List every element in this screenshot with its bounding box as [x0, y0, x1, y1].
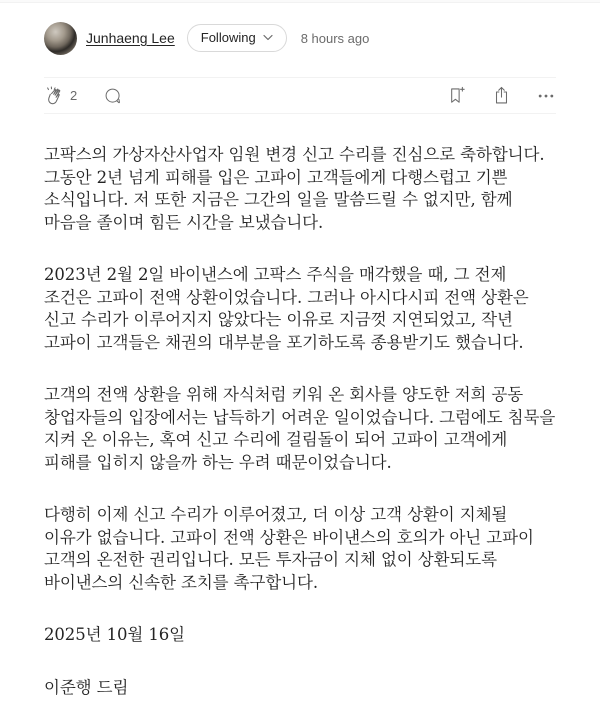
bookmark-add-icon	[446, 85, 467, 106]
chevron-down-icon	[263, 34, 273, 41]
paragraph-3: 고객의 전액 상환을 위해 자식처럼 키워 온 회사를 양도한 저희 공동 창업자들의 입장에서는 납득하기 어려운 일이었습니다. 그럼에도 침묵을 지켜 온 이유는, 혹여 신고 수리에 걸림돌이 되어 고파이 고객에게 피해를 입히지 않을까 하는 우려 때문이었습니다.	[44, 385, 556, 472]
article-body	[0, 114, 600, 699]
avatar[interactable]	[44, 22, 77, 55]
toolbar-right	[446, 85, 556, 106]
comment-button[interactable]	[103, 86, 123, 106]
more-button[interactable]	[536, 86, 556, 106]
paragraph-1: 고팍스의 가상자산사업자 임원 변경 신고 수리를 진심으로 축하합니다. 그동안 2년 넘게 피해를 입은 고파이 고객들에게 다행스럽고 기쁜 소식입니다. 저 또한 지금은 그간의 일을 말씀드릴 수 없지만, 함께 마음을 졸이며 힘든 시간을 보냈습니다.	[44, 145, 545, 232]
clap-icon	[44, 85, 65, 106]
comment-icon	[103, 86, 123, 106]
following-label: Following	[200, 30, 256, 45]
clap-button[interactable]	[44, 85, 77, 106]
paragraph-2: 2023년 2월 2일 바이낸스에 고팍스 주식을 매각했을 때, 그 전제 조건은 고파이 전액 상환이었습니다. 그러나 아시다시피 전액 상환은 신고 수리가 이루어지지 않았다는 이유로 지금껏 지연되었고, 작년 고파이 고객들은 채권의 대부분을 포기하도록 종용받기도 했습니다.	[44, 265, 529, 352]
article-date: 2025년 10월 16일	[44, 625, 185, 644]
clap-count: 2	[70, 88, 78, 103]
toolbar-left	[44, 85, 123, 106]
author-name-link[interactable]: Junhaeng Lee	[86, 30, 175, 46]
article-signature: 이준행 드림	[44, 677, 129, 697]
share-button[interactable]	[491, 85, 512, 106]
author-header	[0, 3, 600, 55]
post-toolbar	[44, 77, 556, 114]
bookmark-button[interactable]	[446, 85, 467, 106]
share-icon	[491, 85, 512, 106]
more-icon	[536, 86, 556, 106]
post-timestamp: 8 hours ago	[300, 30, 370, 46]
paragraph-4: 다행히 이제 신고 수리가 이루어졌고, 더 이상 고객 상환이 지체될 이유가 없습니다. 고파이 전액 상환은 바이낸스의 호의가 아닌 고파이 고객의 온전한 권리입니다. 모든 투자금이 지체 없이 상환되도록 바이낸스의 신속한 조치를 촉구합니다.	[44, 505, 534, 592]
following-button[interactable]	[187, 24, 287, 52]
